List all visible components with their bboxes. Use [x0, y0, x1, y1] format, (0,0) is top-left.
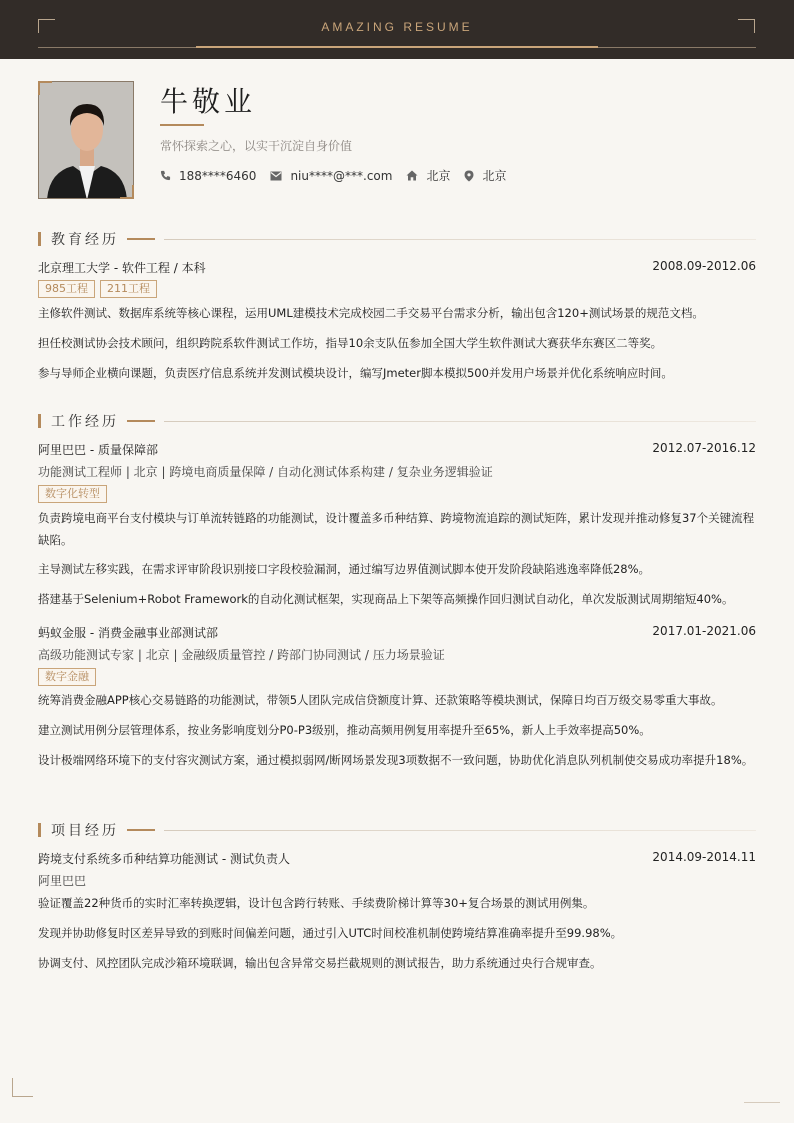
section-heading: 项目经历	[51, 823, 119, 839]
section-divider	[164, 830, 756, 831]
section-dash	[127, 238, 155, 240]
project-point: 验证覆盖22种货币的实时汇率转换逻辑，设计包含跨行转账、手续费阶梯计算等30+复合场景的测试用例集。	[38, 896, 595, 910]
section-dash	[127, 420, 155, 422]
project-date: 2014.09-2014.11	[652, 850, 756, 864]
work-point: 建立测试用例分层管理体系，按业务影响度划分P0-P3级别，推动高频用例复用率提升至65%，新人上手效率提高50%。	[38, 723, 651, 737]
education-point: 参与导师企业横向课题，负责医疗信息系统并发测试模块设计，编写Jmeter脚本模拟500并发用户场景并优化系统响应时间。	[38, 366, 673, 380]
location: 北京	[482, 169, 507, 183]
education-point: 担任校测试协会技术顾问，组织跨院系软件测试工作坊，指导10余支队伍参加全国大学生软件测试大赛获华东赛区二等奖。	[38, 336, 663, 350]
company-department: 阿里巴巴 - 质量保障部	[38, 443, 158, 457]
education-date: 2008.09-2012.06	[652, 259, 756, 273]
section-title-education	[38, 231, 155, 247]
education-entry	[38, 259, 756, 276]
work-date: 2017.01-2021.06	[652, 624, 756, 638]
job-tags	[38, 485, 112, 503]
tag-badge: 211工程	[100, 280, 157, 298]
section-title-project	[38, 822, 155, 838]
section-marker	[38, 232, 41, 246]
job-detail: 高级功能测试专家 | 北京 | 金融级质量管控 / 跨部门协同测试 / 压力场景验证	[38, 648, 445, 662]
avatar-corner-accent	[38, 81, 52, 95]
tag-badge: 数字金融	[38, 668, 96, 686]
avatar-portrait	[39, 82, 134, 199]
footer-corner-ornament	[12, 1078, 33, 1097]
company-department: 蚂蚁金服 - 消费金融事业部测试部	[38, 626, 218, 640]
contact-location	[464, 167, 506, 184]
header-divider-accent	[196, 46, 598, 48]
work-point: 负责跨境电商平台支付模块与订单流转链路的功能测试，设计覆盖多币种结算、跨境物流追踪的测试矩阵，累计发现并推动修复37个关键流程缺陷。	[38, 511, 755, 547]
phone-number: 188****6460	[179, 168, 257, 183]
header-title: AMAZING RESUME	[321, 20, 473, 34]
section-heading: 教育经历	[51, 232, 119, 248]
name-underline	[160, 124, 204, 126]
work-point: 统筹消费金融APP核心交易链路的功能测试，带领5人团队完成信贷额度计算、还款策略等模块测试，保障日均百万级交易零重大事故。	[38, 693, 723, 707]
project-name-role: 跨境支付系统多币种结算功能测试 - 测试负责人	[38, 852, 290, 866]
tag-badge: 数字化转型	[38, 485, 107, 503]
hometown: 北京	[426, 169, 451, 183]
location-pin-icon	[464, 170, 474, 182]
project-entry	[38, 850, 756, 867]
education-tags	[38, 280, 162, 298]
contact-info	[160, 167, 520, 184]
section-divider	[164, 421, 756, 422]
mail-icon	[270, 171, 282, 181]
section-heading: 工作经历	[51, 414, 119, 430]
section-marker	[38, 414, 41, 428]
work-entry	[38, 441, 756, 458]
job-detail: 功能测试工程师 | 北京 | 跨境电商质量保障 / 自动化测试体系构建 / 复杂业务逻辑验证	[38, 465, 493, 479]
education-point: 主修软件测试、数据库系统等核心课程，运用UML建模技术完成校园二手交易平台需求分析，输出包含120+测试场景的规范文档。	[38, 306, 704, 320]
contact-email	[270, 169, 392, 183]
section-divider	[164, 239, 756, 240]
school-degree: 北京理工大学 - 软件工程 / 本科	[38, 261, 206, 275]
project-point: 协调支付、风控团队完成沙箱环境联调，输出包含异常交易拦截规则的测试报告，助力系统通过央行合规审查。	[38, 956, 602, 970]
section-dash	[127, 829, 155, 831]
work-point: 主导测试左移实践，在需求评审阶段识别接口字段校验漏洞，通过编写边界值测试脚本使开发阶段缺陷逃逸率降低28%。	[38, 562, 651, 576]
motto: 常怀探索之心，以实干沉淀自身价值	[160, 139, 353, 153]
project-point: 发现并协助修复时区差异导致的到账时间偏差问题，通过引入UTC时间校准机制使跨境结算准确率提升至99.98%。	[38, 926, 623, 940]
section-marker	[38, 823, 41, 837]
header-banner	[0, 0, 794, 59]
avatar	[38, 81, 134, 199]
contact-phone	[160, 169, 256, 183]
home-icon	[406, 170, 418, 181]
tag-badge: 985工程	[38, 280, 95, 298]
work-entry	[38, 624, 756, 641]
work-point: 搭建基于Selenium+Robot Framework的自动化测试框架，实现商品上下架等高频操作回归测试自动化，单次发版测试周期缩短40%。	[38, 592, 734, 606]
project-company: 阿里巴巴	[38, 874, 87, 888]
email-address: niu****@***.com	[290, 168, 393, 183]
phone-icon	[160, 170, 171, 181]
footer-line-ornament	[744, 1102, 780, 1103]
avatar-corner-accent	[120, 185, 134, 199]
job-tags	[38, 668, 101, 686]
contact-hometown	[406, 167, 450, 184]
work-point: 设计极端网络环境下的支付容灾测试方案，通过模拟弱网/断网场景发现3项数据不一致问题，协助优化消息队列机制使交易成功率提升18%。	[38, 753, 754, 767]
work-date: 2012.07-2016.12	[652, 441, 756, 455]
section-title-work	[38, 413, 155, 429]
full-name: 牛敬业	[160, 85, 257, 118]
